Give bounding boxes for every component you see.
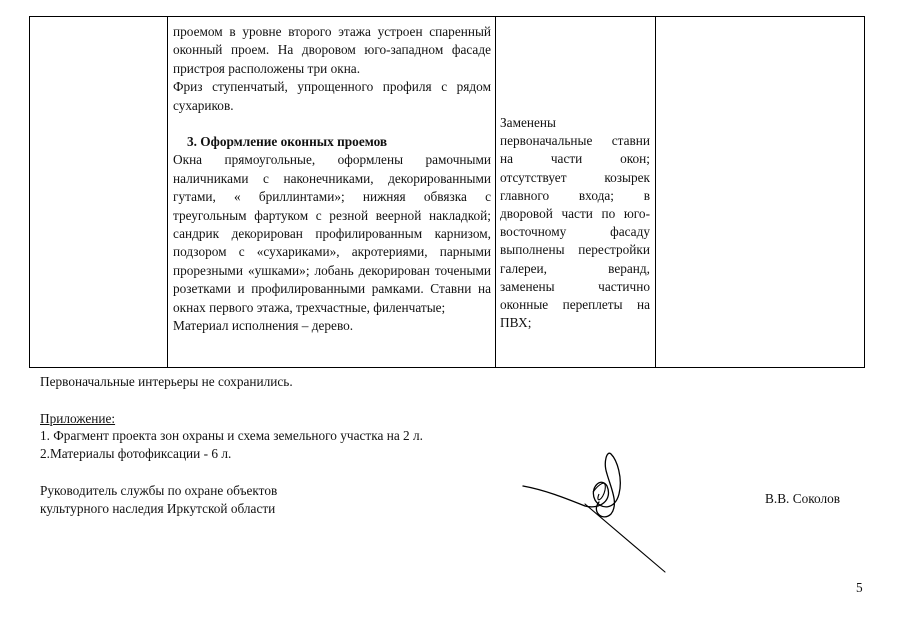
signatory-role: культурного наследия Иркутской области: [40, 501, 276, 516]
description-paragraph: Фриз ступенчатый, упрощенного профиля с рядом сухариков.: [173, 79, 491, 113]
interiors-note: Первоначальные интерьеры не сохранились.: [40, 374, 293, 389]
signature-image: [515, 448, 675, 578]
state-text: Заменены первоначальные ставни на части окон; отсутствует козырек главного входа; в дворовой части по юго-восточному фасаду выполнены перестройки галереи, веранд, заменены частично оконные переплеты на ПВХ;: [500, 115, 650, 331]
appendix-item: 2.Материалы фотофиксации - 6 л.: [40, 446, 232, 461]
signatory-role: Руководитель службы по охране объектов: [40, 483, 278, 498]
appendix-item: 1. Фрагмент проекта зон охраны и схема земельного участка на 2 л.: [40, 428, 423, 443]
table-column-state: [496, 17, 656, 367]
section-heading: 3. Оформление оконных проемов: [187, 134, 388, 150]
material-line: Материал исполнения – дерево.: [173, 318, 354, 334]
description-paragraph: Окна прямоугольные, оформлены рамочными наличниками с наконечниками, декорированными гутами, « бриллинтами»; нижняя обвязка с треугольным фартуком с резной веерной накладкой; сандрик декорирован профилированным карнизом, подзором с «сухариками», акротериями, парными прорезными «ушками»; лобань декорирован точеными розетками и профилированными рамками. Ставни на окнах первого этажа, трехчастные, филенчатые;: [173, 152, 491, 315]
table-column-number: [30, 17, 168, 367]
signatory-name: В.В. Соколов: [765, 491, 841, 506]
description-paragraph: проемом в уровне второго этажа устроен спаренный оконный проем. На дворовом юго-западном фасаде пристроя расположены три окна.: [173, 24, 491, 76]
appendix-title: Приложение:: [40, 411, 116, 426]
table-column-description: [168, 17, 496, 367]
page-number: 5: [856, 580, 863, 595]
state-cell: [500, 114, 650, 332]
document-table: [29, 16, 865, 368]
table-column-empty: [656, 17, 864, 367]
description-cell: [173, 23, 491, 336]
